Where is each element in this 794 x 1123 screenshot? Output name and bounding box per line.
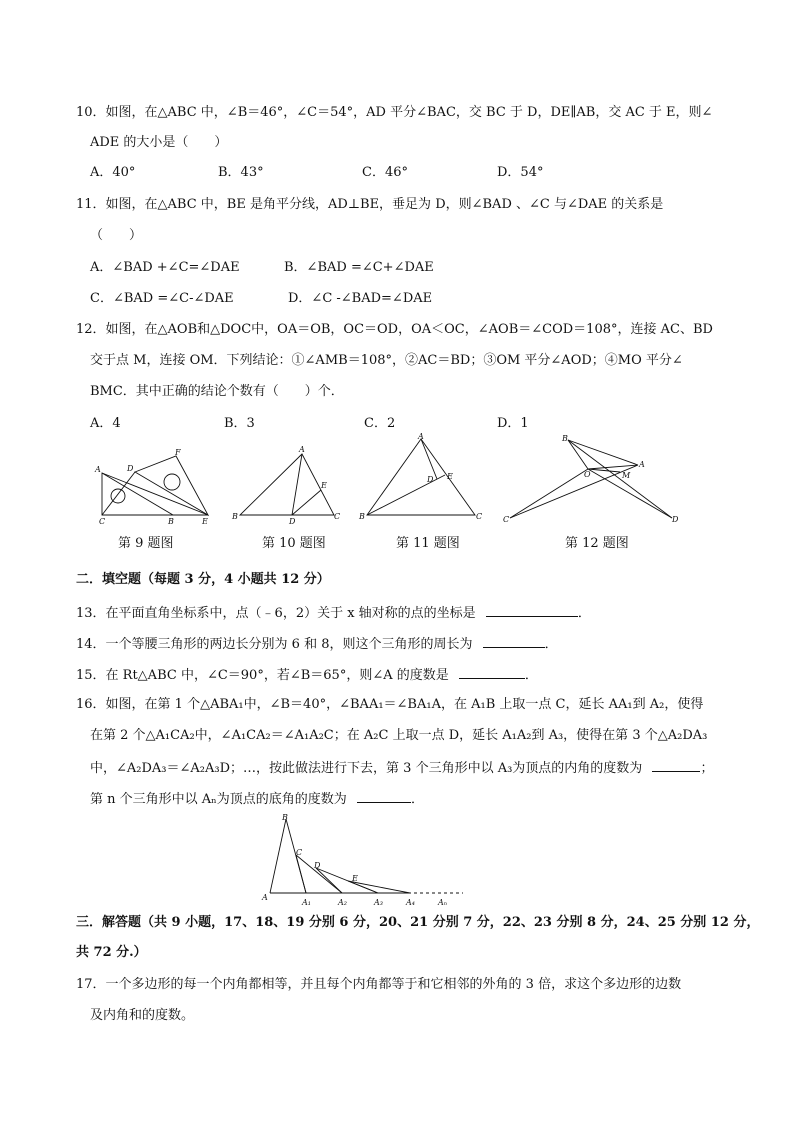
- fig10-label-c: C: [334, 512, 341, 521]
- q13-answer-blank[interactable]: [486, 602, 578, 617]
- fig10-label-b: B: [232, 512, 238, 521]
- q12-option-a: A．4: [90, 416, 121, 431]
- fig12-label-m: M: [622, 471, 631, 480]
- fig9-label-a: A: [95, 465, 101, 474]
- fig16-label-an: Aₙ: [438, 898, 448, 907]
- fig11-label-d: D: [427, 475, 434, 484]
- q10-line2: ADE 的大小是（ ）: [90, 135, 228, 150]
- fig11-label-e: E: [447, 472, 453, 481]
- q16-line1: 16．如图，在第 1 个△ABA₁中，∠B＝40°，∠BAA₁＝∠BA₁A，在 A₁B 上取一点 C，延长 AA₁到 A₂，使得: [76, 697, 704, 712]
- q15-answer-blank[interactable]: [459, 664, 525, 679]
- q11-line1: 11．如图，在△ABC 中，BE 是角平分线，AD⊥BE，垂足为 D，则∠BAD 、∠C 与∠DAE 的关系是: [76, 197, 664, 212]
- fig12-label-c: C: [503, 515, 510, 524]
- q10-line1: 10．如图，在△ABC 中，∠B＝46°，∠C＝54°，AD 平分∠BAC，交 BC 于 D，DE∥AB，交 AC 于 E，则∠: [76, 105, 713, 120]
- fig9-label-e: E: [202, 517, 208, 526]
- fig9-label-f: F: [175, 448, 181, 457]
- fig11-label-b: B: [359, 512, 365, 521]
- q10-option-d: D．54°: [497, 165, 544, 180]
- q10-option-b: B．43°: [218, 165, 264, 180]
- q12-option-c: C．2: [364, 416, 396, 431]
- q16-answer-blank-1[interactable]: [652, 757, 700, 772]
- section3-title-line1: 三．解答题（共 9 小题，17、18、19 分别 6 分，20、21 分别 7 分，22、23 分别 8 分，24、25 分别 12 分，: [76, 915, 760, 930]
- q16-answer-blank-2[interactable]: [357, 788, 411, 803]
- fig11-label-c: C: [476, 512, 483, 521]
- q13-text: 13．在平面直角坐标系中，点（﹣6，2）关于 x 轴对称的点的坐标是 ．: [76, 602, 591, 624]
- q12-option-d: D．1: [497, 416, 529, 431]
- fig10-label-a: A: [299, 445, 305, 454]
- figure-12: [500, 432, 685, 527]
- q11-option-d: D．∠C -∠BAD=∠DAE: [288, 291, 433, 306]
- fig16-label-a1: A₁: [302, 898, 311, 907]
- fig16-label-a2: A₂: [338, 898, 347, 907]
- fig16-label-d: D: [314, 861, 321, 870]
- q12-line1: 12．如图，在△AOB和△DOC中，OA＝OB，OC＝OD，OA＜OC，∠AOB＝∠COD＝108°，连接 AC、BD: [76, 322, 713, 337]
- q14-answer-blank[interactable]: [483, 633, 545, 648]
- section2-title: 二．填空题（每题 3 分，4 小题共 12 分）: [76, 572, 330, 587]
- fig16-label-c: C: [296, 848, 303, 857]
- fig16-label-e: E: [352, 874, 358, 883]
- fig12-label-d: D: [672, 515, 679, 524]
- q12-line2: 交于点 M，连接 OM．下列结论：①∠AMB＝108°，②AC＝BD；③OM 平分∠AOD；④MO 平分∠: [90, 353, 683, 368]
- fig11-label-a: A: [418, 432, 424, 441]
- fig12-label-b: B: [562, 434, 568, 443]
- q10-option-c: C．46°: [362, 165, 408, 180]
- caption-fig12: 第 12 题图: [565, 536, 629, 551]
- q12-line3: BMC．其中正确的结论个数有（ ）个．: [90, 384, 344, 399]
- q16-line2: 在第 2 个△A₁CA₂中，∠A₁CA₂＝∠A₁A₂C；在 A₂C 上取一点 D，延长 A₁A₂到 A₃，使得在第 3 个△A₂DA₃: [90, 728, 708, 743]
- q13-stem: 13．在平面直角坐标系中，点（﹣6，2）关于 x 轴对称的点的坐标是: [76, 606, 476, 621]
- q15-stem: 15．在 Rt△ABC 中，∠C＝90°，若∠B＝65°，则∠A 的度数是: [76, 668, 449, 683]
- fig16-label-a3: A₃: [374, 898, 383, 907]
- q11-option-b: B．∠BAD =∠C+∠DAE: [284, 260, 434, 275]
- fig9-label-d: D: [127, 464, 134, 473]
- fig16-label-b: B: [282, 813, 288, 822]
- q16-line4-stem: 第 n 个三角形中以 Aₙ为顶点的底角的度数为: [90, 792, 347, 807]
- caption-fig10: 第 10 题图: [262, 536, 326, 551]
- figure-9: [90, 445, 220, 527]
- q17-line1: 17．一个多边形的每一个内角都相等，并且每个内角都等于和它相邻的外角的 3 倍，求这个多边形的边数: [76, 977, 682, 992]
- q17-line2: 及内角和的度数。: [90, 1008, 195, 1023]
- q14-stem: 14．一个等腰三角形的两边长分别为 6 和 8，则这个三角形的周长为: [76, 637, 473, 652]
- q15-text: 15．在 Rt△ABC 中，∠C＝90°，若∠B＝65°，则∠A 的度数是 ．: [76, 664, 538, 686]
- q16-line3: 中，∠A₂DA₃＝∠A₂A₃D；…，按此做法进行下去，第 3 个三角形中以 A₃为顶点的内角的度数为 ；: [90, 757, 713, 779]
- q14-text: 14．一个等腰三角形的两边长分别为 6 和 8，则这个三角形的周长为 ．: [76, 633, 558, 655]
- q16-line4: 第 n 个三角形中以 Aₙ为顶点的底角的度数为 ．: [90, 788, 424, 810]
- fig12-label-a: A: [639, 460, 645, 469]
- q11-option-a: A．∠BAD +∠C=∠DAE: [90, 260, 240, 275]
- caption-fig11: 第 11 题图: [396, 536, 460, 551]
- q16-line3-stem: 中，∠A₂DA₃＝∠A₂A₃D；…，按此做法进行下去，第 3 个三角形中以 A₃为顶点的内角的度数为: [90, 761, 643, 776]
- fig16-label-a: A: [262, 893, 268, 902]
- figure-11: [355, 430, 490, 528]
- figure-10: [230, 440, 345, 528]
- figure-16: [258, 810, 468, 908]
- section3-title-line2: 共 72 分.）: [76, 945, 147, 960]
- fig9-label-c: C: [99, 517, 106, 526]
- fig9-label-b: B: [168, 517, 174, 526]
- fig12-label-o: O: [584, 470, 591, 479]
- fig16-label-a4: A₄: [406, 898, 415, 907]
- q11-line2: （ ）: [90, 228, 143, 243]
- fig10-label-d: D: [289, 517, 296, 526]
- fig10-label-e: E: [321, 481, 327, 490]
- caption-fig9: 第 9 题图: [118, 536, 174, 551]
- q12-option-b: B．3: [224, 416, 255, 431]
- q10-option-a: A．40°: [90, 165, 136, 180]
- q11-option-c: C．∠BAD =∠C-∠DAE: [90, 291, 234, 306]
